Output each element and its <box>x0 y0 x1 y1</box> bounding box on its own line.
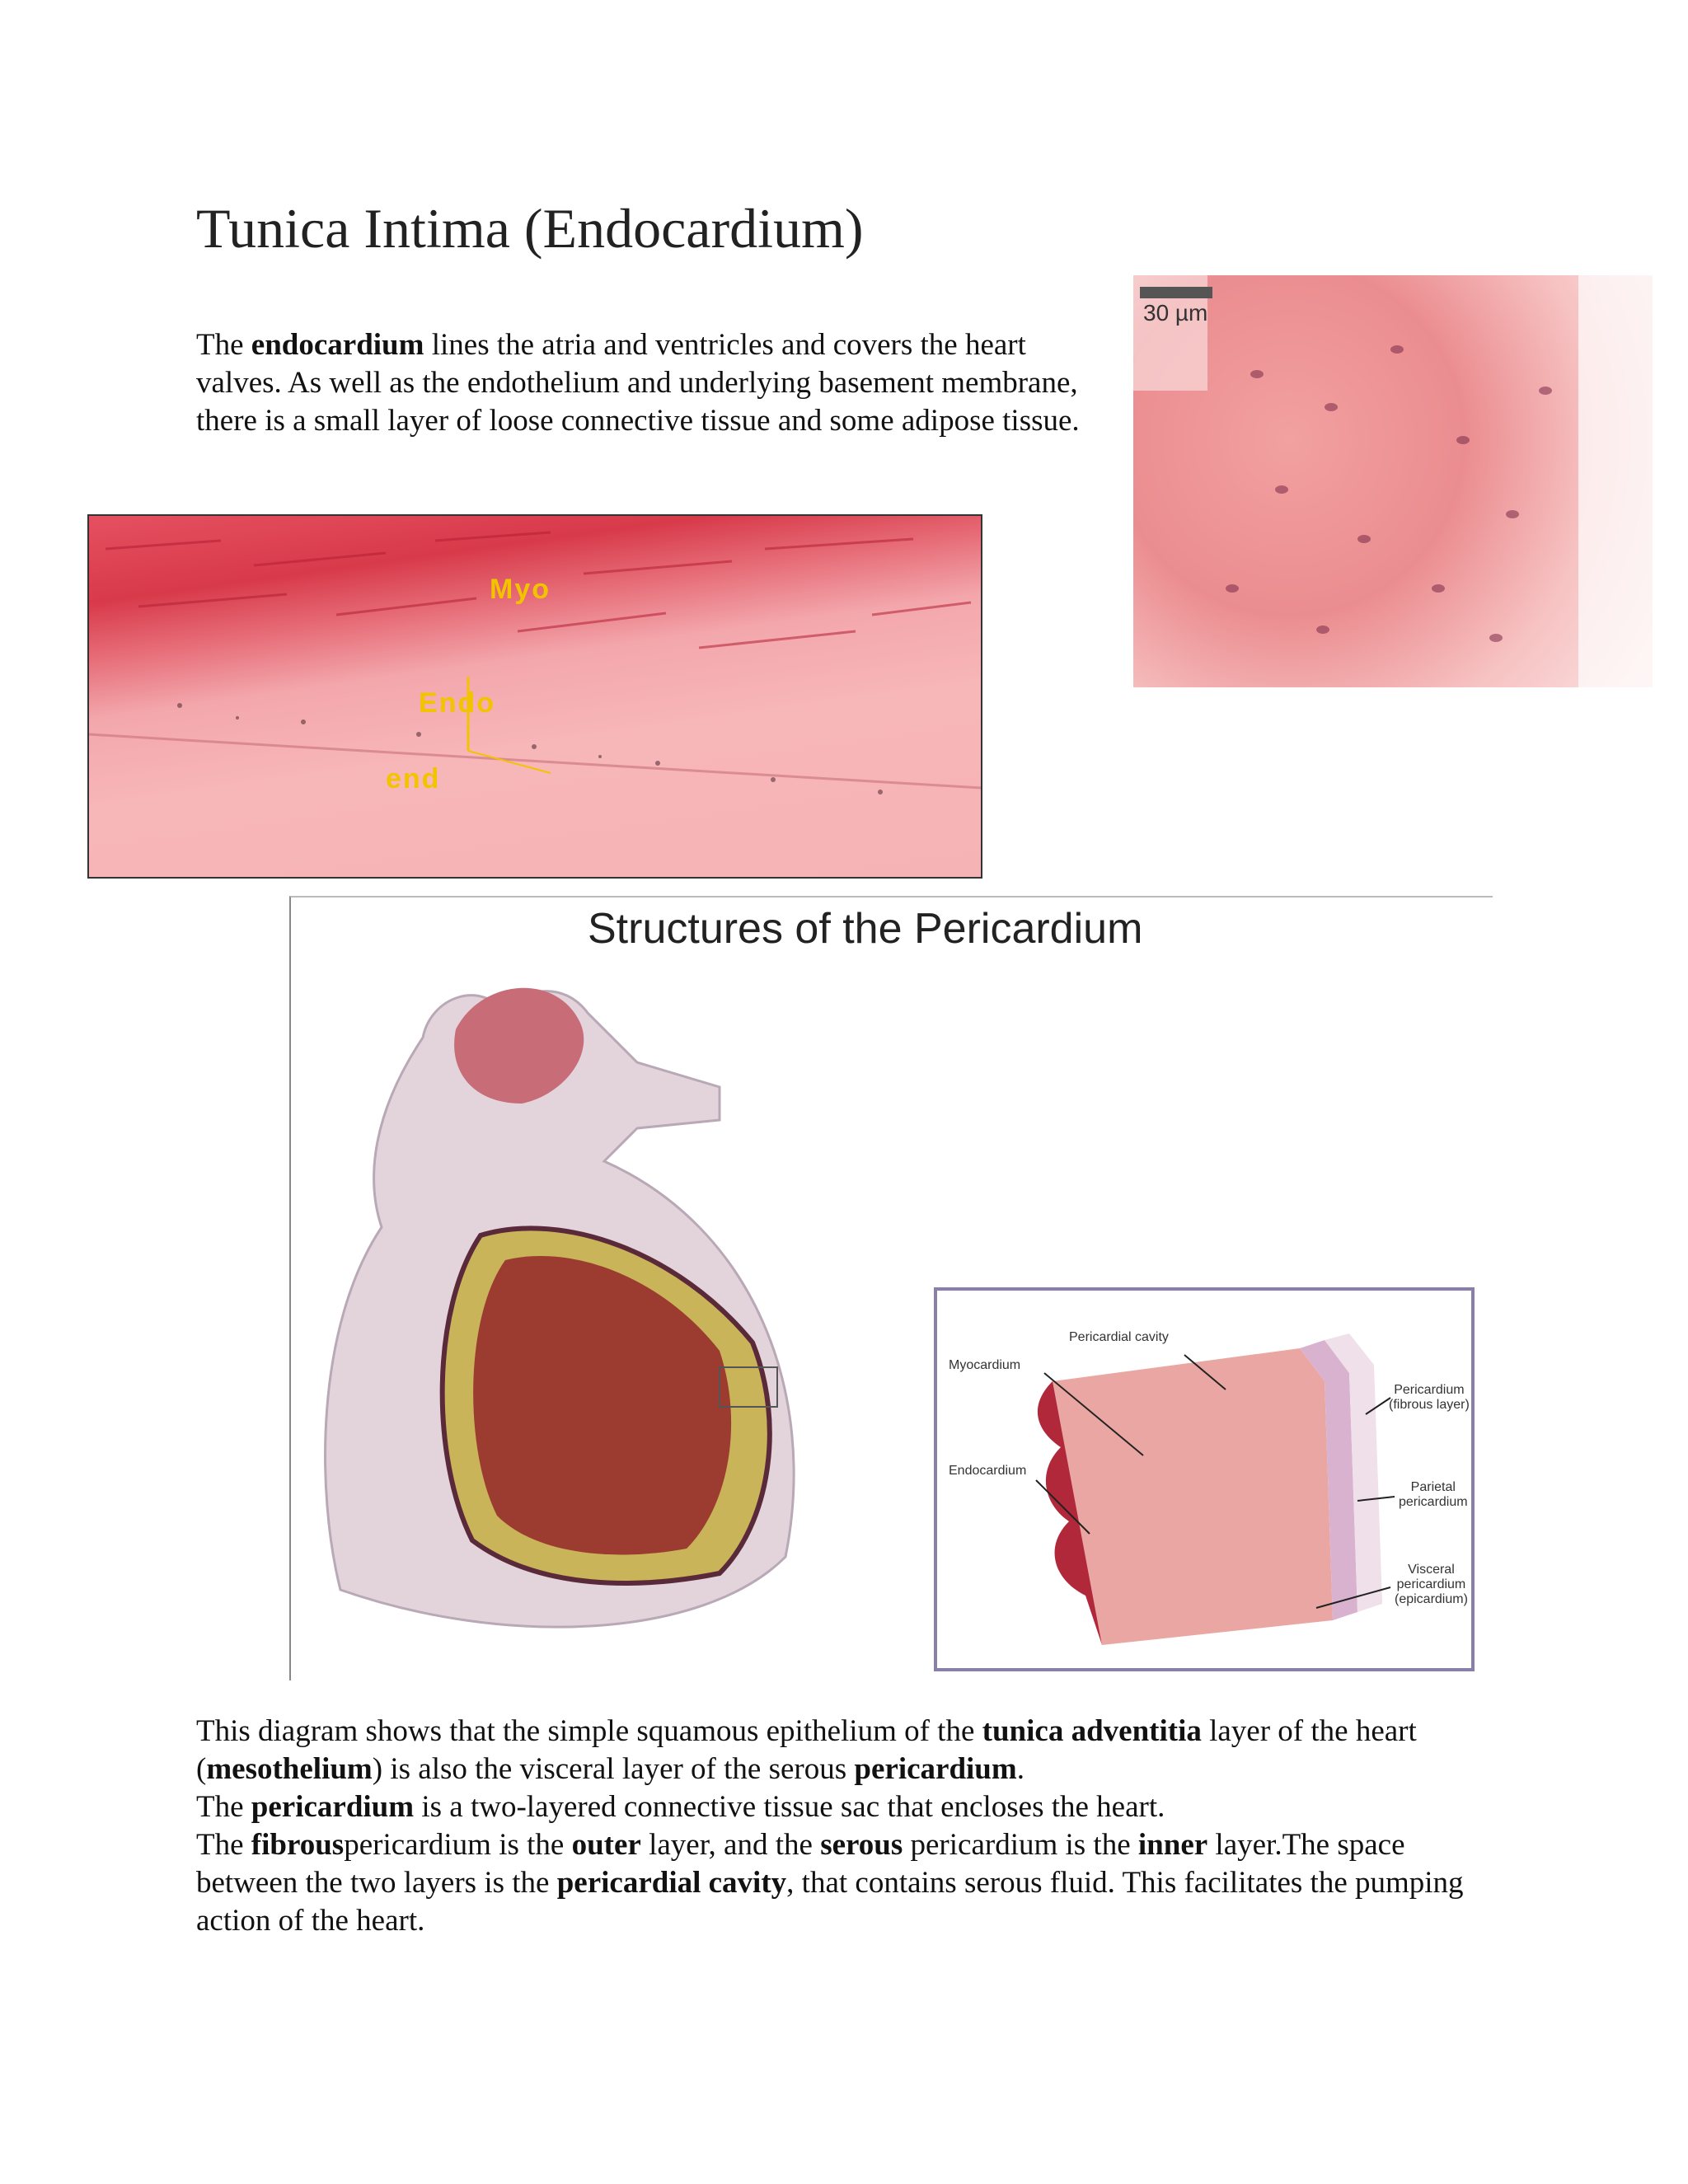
sentence-2: The pericardium is a two-layered connective tissue sac that encloses the heart. <box>196 1790 1165 1824</box>
histology-texture <box>89 516 981 877</box>
label-myocardium: Myocardium <box>949 1358 1021 1372</box>
histology-image-endocardium <box>87 514 982 879</box>
layers-illustration <box>937 1291 1471 1668</box>
diagram-title: Structures of the Pericardium <box>588 905 1143 953</box>
label-pericardium-fibrous: Pericardium (fibrous layer) <box>1389 1383 1470 1412</box>
pericardium-layers-inset <box>934 1287 1475 1671</box>
term-mesothelium: mesothelium <box>206 1752 373 1786</box>
term-fibrous: fibrous <box>251 1828 345 1862</box>
scale-bar <box>1140 287 1212 298</box>
label-endocardium: Endocardium <box>949 1464 1027 1478</box>
term-endocardium: endocardium <box>251 328 424 362</box>
intro-paragraph <box>196 326 1111 440</box>
scale-label: 30 µm <box>1143 300 1208 326</box>
term-outer: outer <box>571 1828 641 1862</box>
term-pericardium: pericardium <box>854 1752 1017 1786</box>
term-pericardial-cavity: pericardial cavity <box>556 1866 787 1900</box>
label-pericardial-cavity: Pericardial cavity <box>1069 1330 1169 1344</box>
intro-text: The <box>196 328 251 362</box>
intro-text-rest: lines the atria and ventricles and covers the heart valves. As well as the endothelium and underlying basement membrane, there is a small layer of loose connective tissue and some adipose tissue. <box>196 328 1080 438</box>
heart-illustration <box>291 963 917 1672</box>
term-tunica-adventitia: tunica adventitia <box>982 1714 1202 1748</box>
page-title: Tunica Intima (Endocardium) <box>196 197 864 260</box>
term-serous: serous <box>820 1828 903 1862</box>
label-visceral-pericardium: Visceral pericardium (epicardium) <box>1395 1563 1468 1606</box>
sentence-3: The fibrouspericardium is the outer layer, and the serous pericardium is the inner layer.The space between the two layers is the pericardial cavity, that contains serous fluid. This facilitates the pumping action of the heart. <box>196 1828 1464 1938</box>
label-endo: Endo <box>419 687 495 719</box>
histology-inset-texture <box>1133 275 1653 687</box>
sentence-1: This diagram shows that the simple squamous epithelium of the tunica adventitia layer of the heart (mesothelium) is also the visceral layer of the serous pericardium. <box>196 1714 1417 1786</box>
pericardium-diagram <box>289 896 1493 1680</box>
term-inner: inner <box>1137 1828 1208 1862</box>
body-paragraph <box>196 1713 1482 1940</box>
term-pericardium-2: pericardium <box>251 1790 415 1824</box>
label-end: end <box>386 763 441 794</box>
label-parietal-pericardium: Parietal pericardium <box>1399 1480 1468 1509</box>
histology-image-inset <box>1133 275 1653 687</box>
label-myo: Myo <box>490 574 551 605</box>
